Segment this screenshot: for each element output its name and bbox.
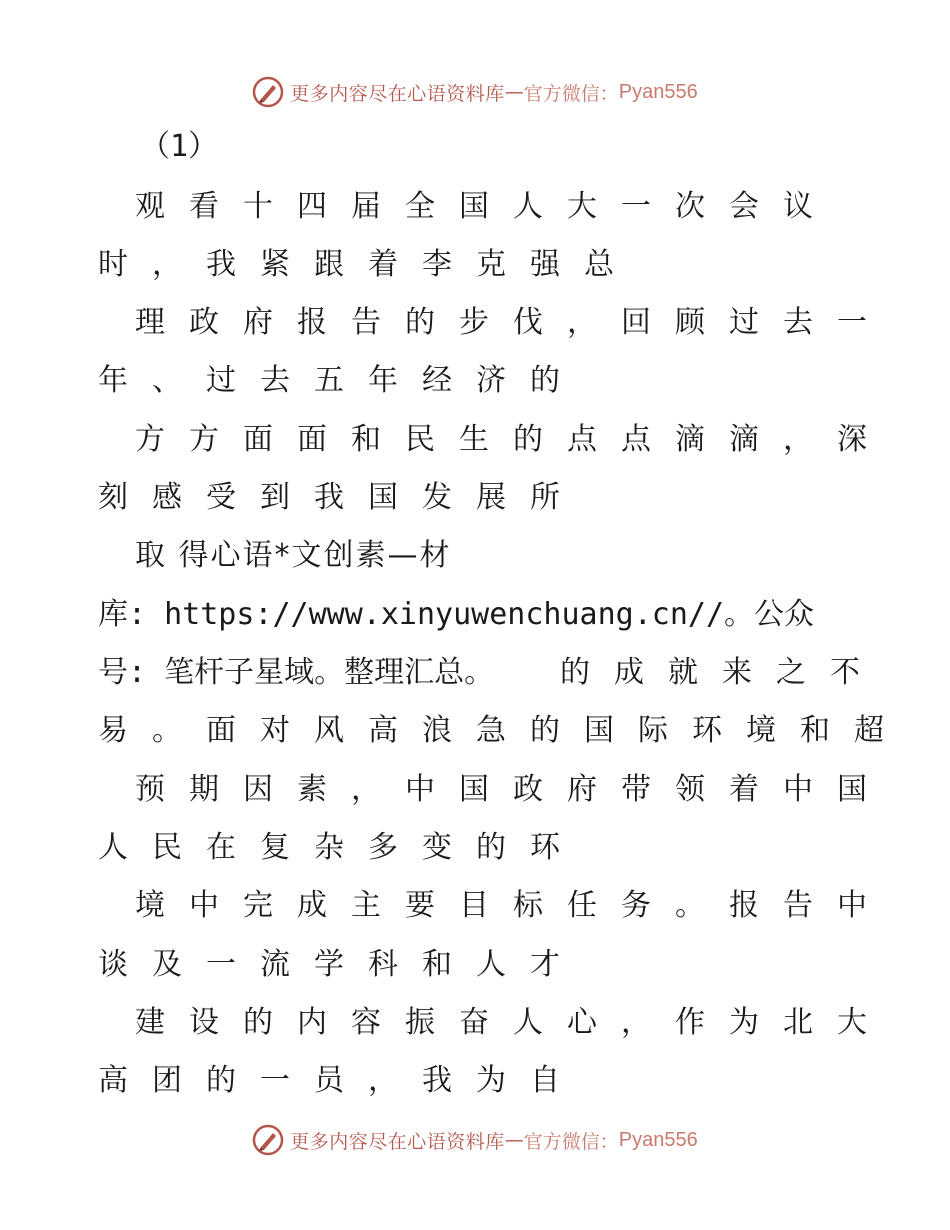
text-line: 号: 笔杆子星域。整理汇总。: [98, 655, 495, 690]
footer-banner: [0, 1120, 950, 1160]
text-line: 易。面对风高浪急的国际环境和超: [98, 713, 908, 748]
text-line: 刻感受到我国发展所: [98, 480, 584, 515]
text-line: 年、过去五年经济的: [98, 363, 584, 398]
paragraph-number: （1）: [140, 129, 219, 164]
text-line: 境中完成主要目标任务。报告中: [135, 888, 891, 923]
text-line: 高团的一员，我为自: [98, 1063, 584, 1098]
text-line: 人民在复杂多变的环: [98, 830, 584, 865]
text-line: 观看十四届全国人大一次会议: [135, 189, 837, 224]
text-line: 谈及一流学科和人才: [98, 947, 584, 982]
text-line: 的成就来之不: [560, 655, 884, 690]
pen-logo-icon: [252, 76, 284, 108]
pen-logo-icon: [252, 1124, 284, 1156]
text-line: 预期因素，中国政府带领着中国: [135, 772, 891, 807]
banner-dash: —: [504, 81, 524, 103]
header-banner: [0, 72, 950, 112]
text-line: 理政府报告的步伐，回顾过去一: [135, 305, 891, 340]
text-line: 时，我紧跟着李克强总: [98, 247, 638, 282]
banner-dash: —: [504, 1129, 524, 1151]
banner-wechat-id: Pyan556: [618, 1128, 698, 1151]
text-line: 方方面面和民生的点点滴滴，深: [135, 422, 891, 457]
banner-label: 官方微信：: [523, 82, 619, 105]
banner-label: 官方微信：: [523, 1130, 619, 1153]
banner-main-text: 更多内容尽在心语资料库: [290, 1130, 505, 1153]
text-line: 建设的内容振奋人心，作为北大: [135, 1005, 891, 1040]
banner-main-text: 更多内容尽在心语资料库: [290, 82, 505, 105]
text-line: 库: https://www.xinyuwenchuang.cn//。公众: [98, 597, 815, 632]
text-line: 取 得心语*文创素—材: [135, 538, 452, 573]
banner-wechat-id: Pyan556: [618, 80, 698, 103]
